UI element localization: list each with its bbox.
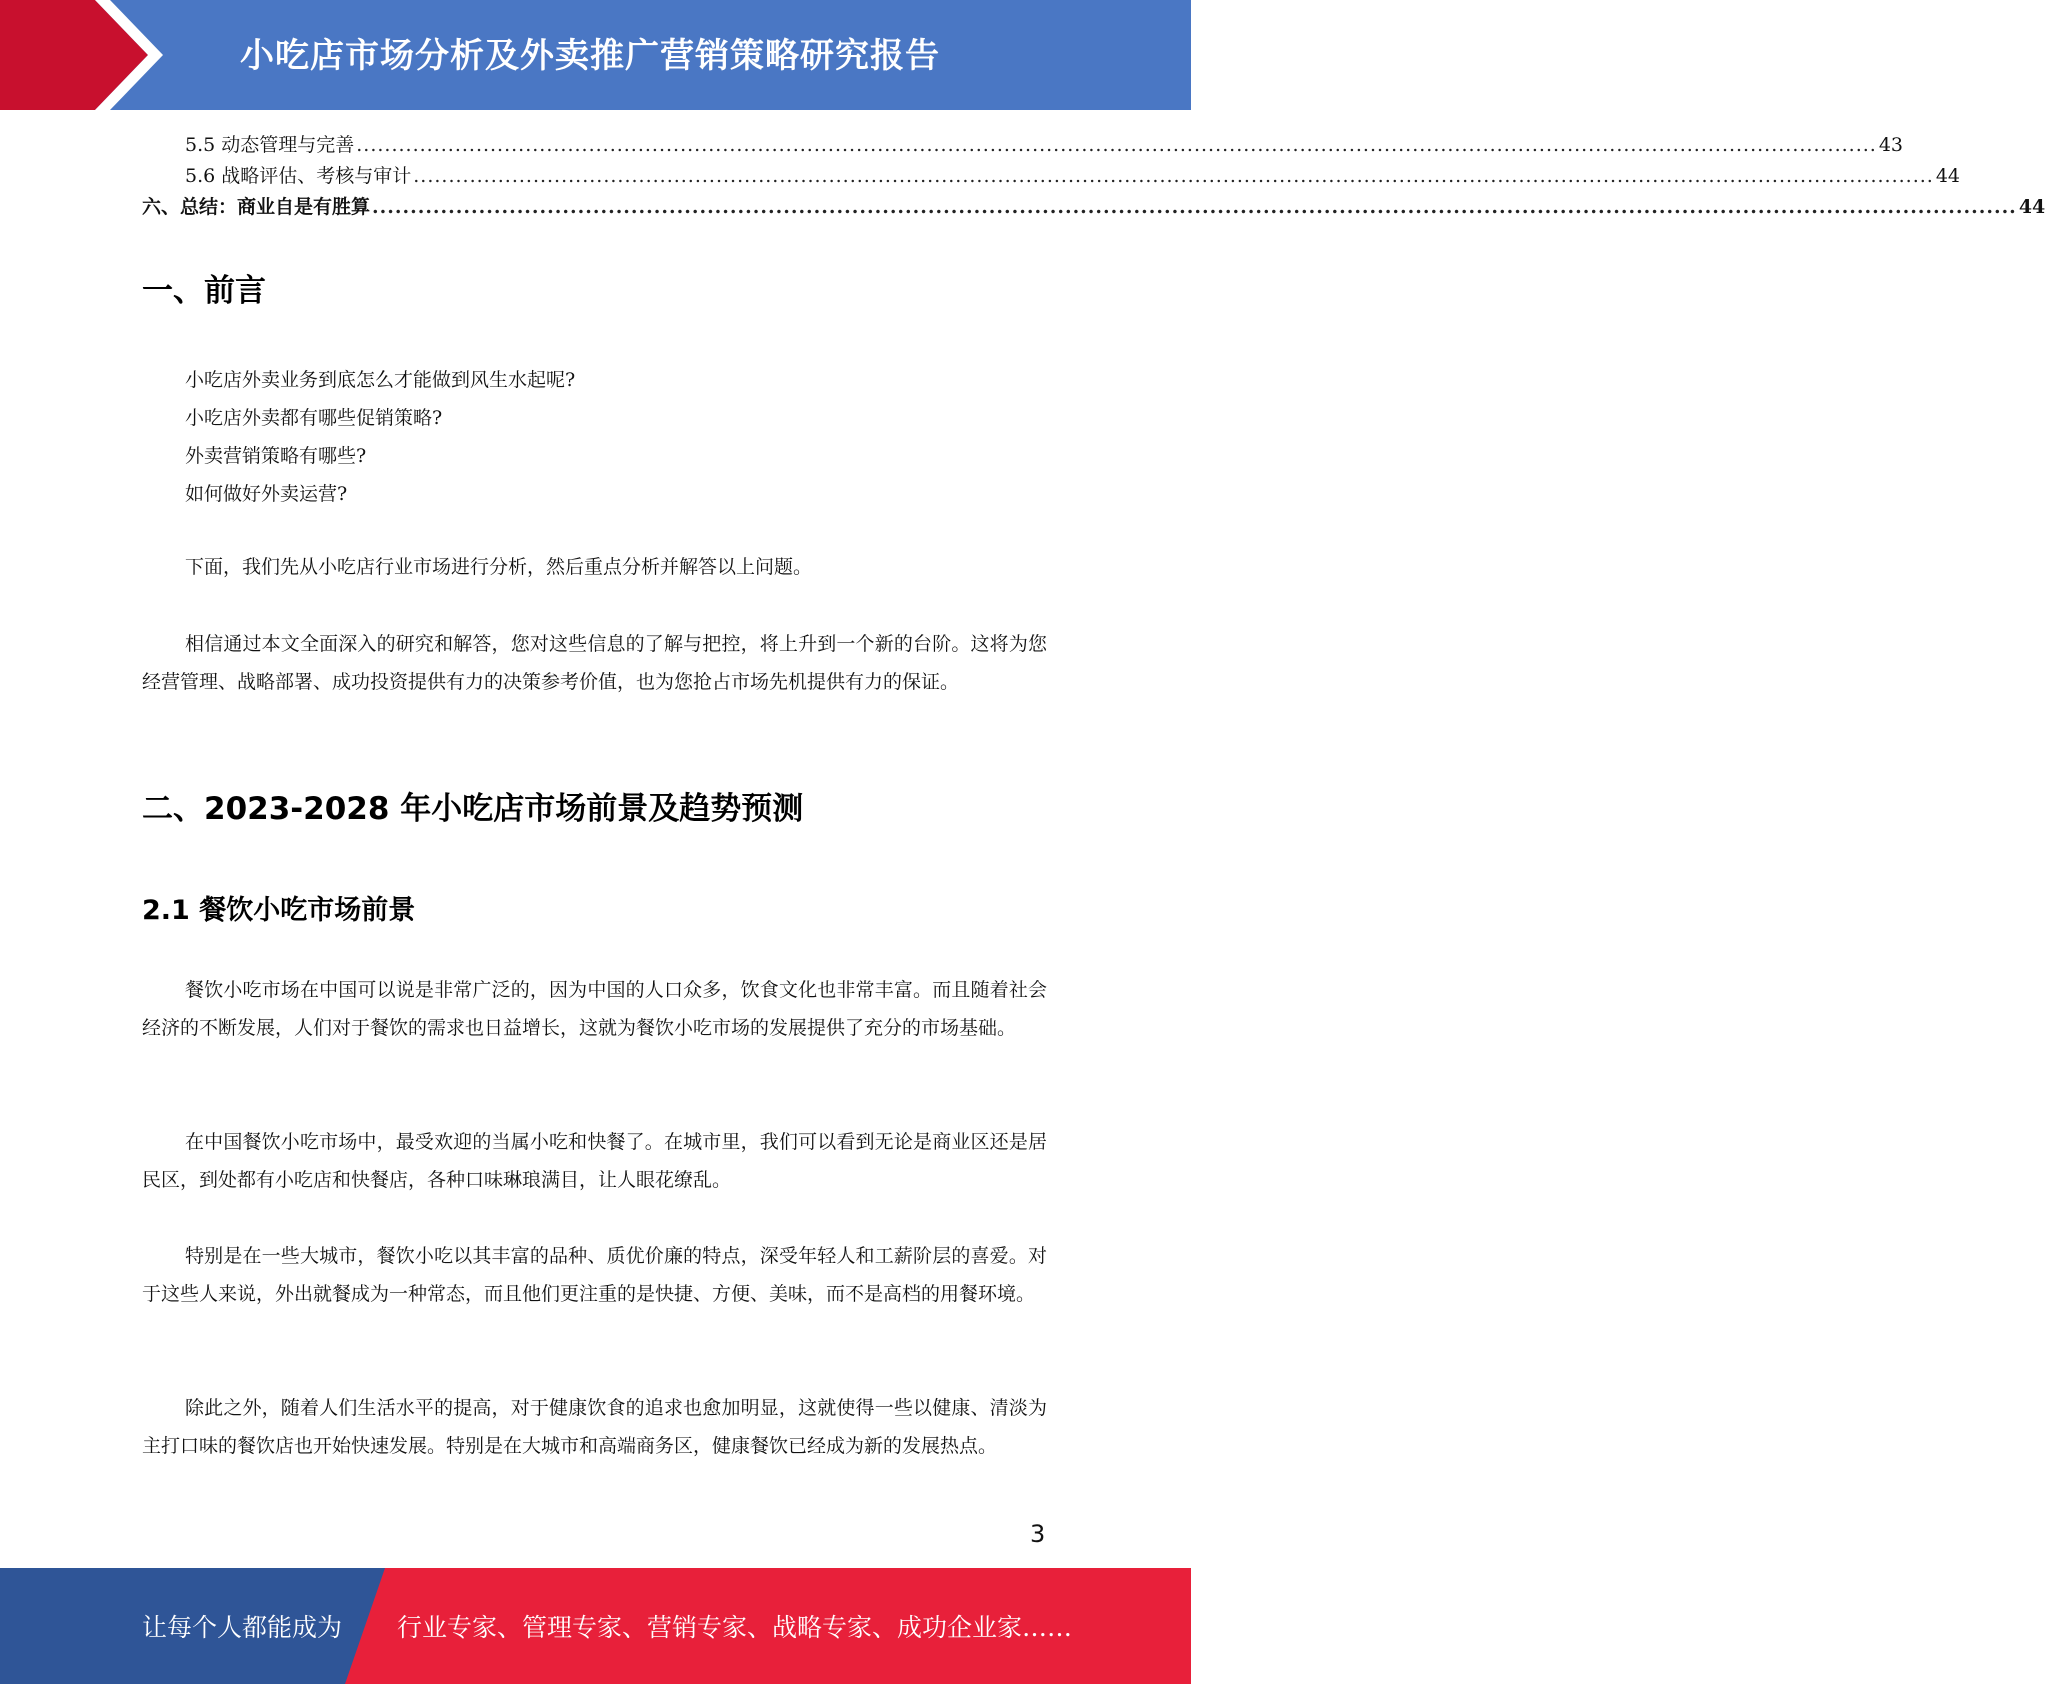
toc-label: 5.5 动态管理与完善 xyxy=(185,134,355,156)
question-line: 小吃店外卖业务到底怎么才能做到风生水起呢? xyxy=(185,369,576,391)
toc-entry[interactable] xyxy=(142,130,1903,158)
subsection-heading: 2.1 餐饮小吃市场前景 xyxy=(142,895,416,926)
toc-leader-dots: ........................................................................................................................................................................................................................ xyxy=(372,196,2017,218)
toc-entry[interactable] xyxy=(142,192,2045,220)
question-line: 外卖营销策略有哪些? xyxy=(185,445,367,467)
page-header xyxy=(0,0,1191,110)
page-number: 3 xyxy=(1030,1520,1046,1548)
toc-label: 六、总结：商业自是有胜算 xyxy=(142,196,371,218)
body-paragraph: 相信通过本文全面深入的研究和解答，您对这些信息的了解与把控，将上升到一个新的台阶。这将为您经营管理、战略部署、成功投资提供有力的决策参考价值，也为您抢占市场先机提供有力的保证。 xyxy=(142,633,1047,693)
toc-label: 5.6 战略评估、考核与审计 xyxy=(185,165,412,187)
toc-entry[interactable] xyxy=(142,161,1960,189)
section-heading-forecast: 二、2023-2028 年小吃店市场前景及趋势预测 xyxy=(142,791,804,827)
question-line: 如何做好外卖运营? xyxy=(185,483,348,505)
toc-page-number: 44 xyxy=(1935,165,1960,187)
body-paragraph: 下面，我们先从小吃店行业市场进行分析，然后重点分析并解答以上问题。 xyxy=(185,556,813,578)
footer-slogan-left: 让每个人都能成为 xyxy=(142,1613,343,1642)
toc-leader-dots: ........................................................................................................................................................................................................................ xyxy=(413,165,1934,187)
toc-page-number: 44 xyxy=(2018,196,2045,218)
question-line: 小吃店外卖都有哪些促销策略? xyxy=(185,407,443,429)
header-title: 小吃店市场分析及外卖推广营销策略研究报告 xyxy=(240,36,940,76)
body-paragraph: 在中国餐饮小吃市场中，最受欢迎的当属小吃和快餐了。在城市里，我们可以看到无论是商业区还是居民区，到处都有小吃店和快餐店，各种口味琳琅满目，让人眼花缭乱。 xyxy=(142,1131,1047,1191)
section-heading-preface: 一、前言 xyxy=(142,273,266,309)
footer-slogan-right: 行业专家、管理专家、营销专家、战略专家、成功企业家…… xyxy=(397,1613,1073,1642)
toc-page-number: 43 xyxy=(1878,134,1903,156)
body-paragraph: 除此之外，随着人们生活水平的提高，对于健康饮食的追求也愈加明显，这就使得一些以健康、清淡为主打口味的餐饮店也开始快速发展。特别是在大城市和高端商务区，健康餐饮已经成为新的发展热点。 xyxy=(142,1397,1047,1457)
body-paragraph: 特别是在一些大城市，餐饮小吃以其丰富的品种、质优价廉的特点，深受年轻人和工薪阶层的喜爱。对于这些人来说，外出就餐成为一种常态，而且他们更注重的是快捷、方便、美味，而不是高档的用餐环境。 xyxy=(142,1245,1047,1305)
body-paragraph: 餐饮小吃市场在中国可以说是非常广泛的，因为中国的人口众多，饮食文化也非常丰富。而且随着社会经济的不断发展，人们对于餐饮的需求也日益增长，这就为餐饮小吃市场的发展提供了充分的市场基础。 xyxy=(142,979,1047,1039)
toc-leader-dots: ........................................................................................................................................................................................................................ xyxy=(356,134,1877,156)
page-footer xyxy=(0,1568,1191,1684)
